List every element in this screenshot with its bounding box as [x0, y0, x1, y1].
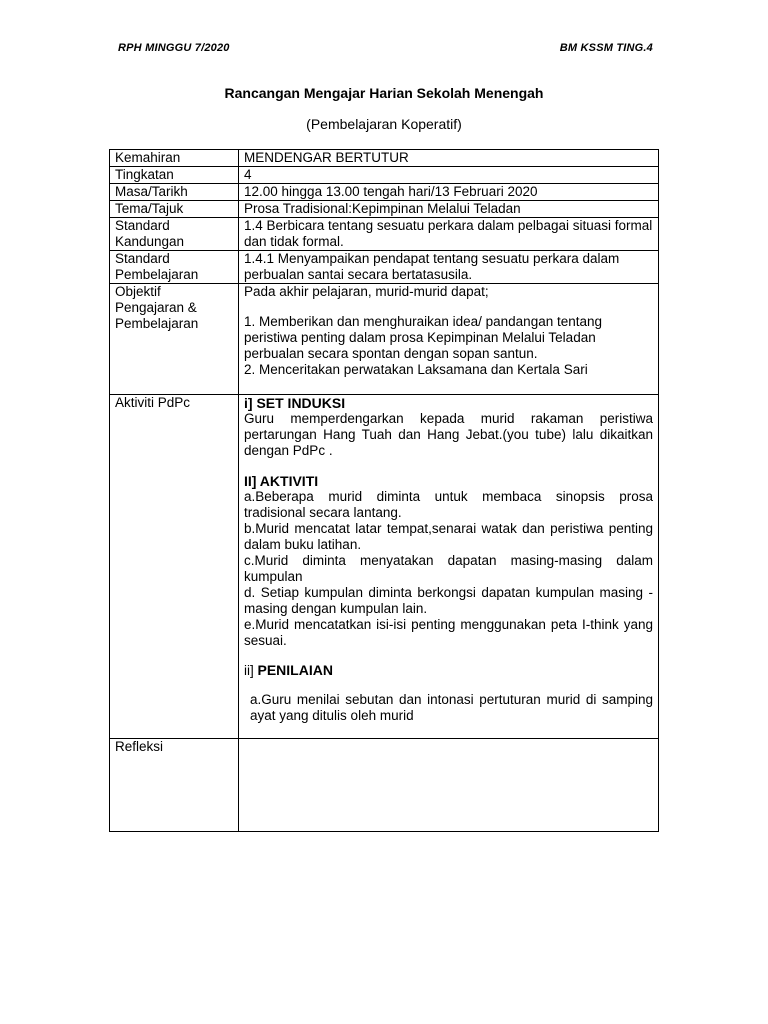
label-standard-pembelajaran — [110, 251, 239, 284]
penilaian-heading — [244, 662, 653, 679]
value-refleksi — [239, 739, 659, 832]
aktiviti-step: d. Setiap kumpulan diminta berkongsi dapatan kumpulan masing -masing dengan kumpulan lain. — [244, 585, 653, 616]
value-standard-kandungan: 1.4 Berbicara tentang sesuatu perkara dalam pelbagai situasi formal dan tidak formal. — [239, 218, 659, 251]
aktiviti-step: a.Beberapa murid diminta untuk membaca sinopsis prosa tradisional secara lantang. — [244, 489, 653, 520]
row-kemahiran — [110, 150, 659, 167]
row-refleksi — [110, 739, 659, 832]
value-standard-pembelajaran: 1.4.1 Menyampaikan pendapat tentang sesuatu perkara dalam perbualan santai secara bertatasusila. — [239, 251, 659, 284]
value-objektif — [239, 284, 659, 395]
aktiviti-step: e.Murid mencatatkan isi-isi penting menggunakan peta I-think yang sesuai. — [244, 617, 653, 648]
aktiviti-step: c.Murid diminta menyatakan dapatan masing-masing dalam kumpulan — [244, 553, 653, 584]
penilaian-prefix: ii] — [244, 663, 258, 678]
objektif-intro: Pada akhir pelajaran, murid-murid dapat; — [244, 284, 489, 299]
label-line: Standard — [115, 218, 170, 233]
objektif-item: 1. Memberikan dan menghuraikan idea/ pandangan tentang peristiwa penting dalam prosa Kepimpinan Melalui Teladan perbualan secara spontan dengan sopan santun. — [244, 314, 603, 361]
aktiviti-heading: II] AKTIVITI — [244, 473, 319, 489]
aktiviti-step: b.Murid mencatat latar tempat,senarai watak dan peristiwa penting dalam buku latihan. — [244, 521, 653, 552]
row-masa-tarikh — [110, 184, 659, 201]
objektif-item: 2. Menceritakan perwatakan Laksamana dan Kertala Sari — [244, 362, 588, 377]
row-standard-pembelajaran — [110, 251, 659, 284]
label-tingkatan: Tingkatan — [110, 167, 239, 184]
value-tema-tajuk: Prosa Tradisional:Kepimpinan Melalui Teladan — [239, 201, 659, 218]
label-line: Objektif — [115, 284, 161, 299]
document-subtitle: (Pembelajaran Koperatif) — [306, 116, 462, 132]
label-line: Pembelajaran — [115, 267, 199, 282]
label-line: Kandungan — [115, 234, 185, 249]
label-tema-tajuk: Tema/Tajuk — [110, 201, 239, 218]
row-tingkatan — [110, 167, 659, 184]
set-induksi-heading: i] SET INDUKSI — [244, 395, 346, 411]
row-tema-tajuk — [110, 201, 659, 218]
label-line: Pembelajaran — [115, 316, 199, 331]
label-refleksi: Refleksi — [110, 739, 239, 832]
label-line: Pengajaran & — [115, 300, 197, 315]
set-induksi-text: Guru memperdengarkan kepada murid rakaman peristiwa pertarungan Hang Tuah dan Hang Jebat.(you tube) lalu dikaitkan dengan PdPc . — [244, 411, 653, 458]
value-masa-tarikh: 12.00 hingga 13.00 tengah hari/13 Februari 2020 — [239, 184, 659, 201]
label-kemahiran: Kemahiran — [110, 150, 239, 167]
penilaian-title: PENILAIAN — [257, 662, 333, 678]
row-standard-kandungan — [110, 218, 659, 251]
value-aktiviti — [239, 395, 659, 739]
value-kemahiran: MENDENGAR BERTUTUR — [239, 150, 659, 167]
label-standard-kandungan — [110, 218, 239, 251]
value-tingkatan: 4 — [239, 167, 659, 184]
row-aktiviti — [110, 395, 659, 739]
label-aktiviti: Aktiviti PdPc — [110, 395, 239, 739]
header-right: BM KSSM TING.4 — [559, 42, 653, 54]
header-left: RPH MINGGU 7/2020 — [118, 42, 230, 54]
penilaian-text: a.Guru menilai sebutan dan intonasi pertuturan murid di samping ayat yang ditulis oleh murid — [250, 692, 653, 723]
label-objektif — [110, 284, 239, 395]
row-objektif — [110, 284, 659, 395]
document-title: Rancangan Mengajar Harian Sekolah Menengah — [224, 85, 544, 101]
label-masa-tarikh: Masa/Tarikh — [110, 184, 239, 201]
label-line: Standard — [115, 251, 170, 266]
lesson-plan-table — [109, 149, 659, 832]
